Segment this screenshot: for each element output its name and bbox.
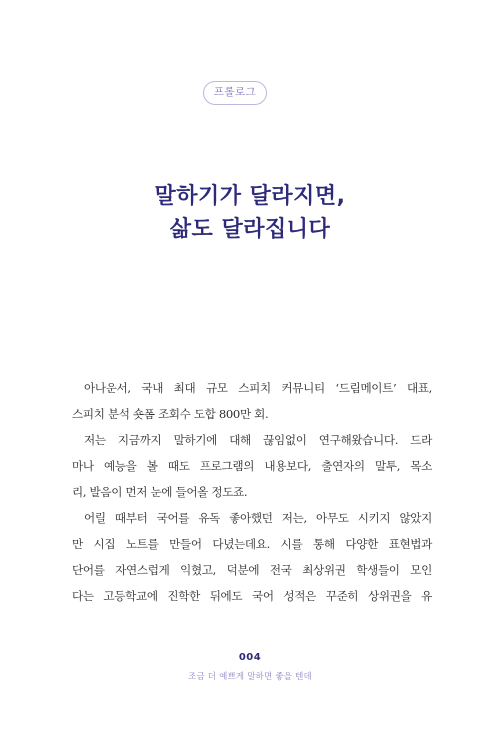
- page-number: 004: [238, 652, 262, 663]
- running-footer: 조금 더 예쁘게 말하면 좋을 텐데: [188, 672, 312, 682]
- body-line: 아나운서, 국내 최대 규모 스피치 커뮤니티 ‘드림메이트’ 대표,: [84, 381, 432, 395]
- body-line: 만 시집 노트를 만들어 다녔는데요. 시를 통해 다양한 표현법과: [72, 537, 432, 551]
- body-line: 저는 지금까지 말하기에 대해 끊임없이 연구해왔습니다. 드라: [84, 433, 432, 447]
- body-line: 리, 발음이 먼저 눈에 들어올 정도죠.: [72, 485, 248, 499]
- body-line: 다는 고등학교에 진학한 뒤에도 국어 성적은 꾸준히 상위권을 유: [72, 589, 432, 603]
- chapter-title-line-2: 삶도 달라집니다: [169, 217, 331, 242]
- chapter-title-line-1: 말하기가 달라지면,: [154, 184, 346, 209]
- chapter-title: [0, 180, 500, 246]
- prologue-badge: 프롤로그: [203, 81, 267, 105]
- body-line: 단어를 자연스럽게 익혔고, 덕분에 전국 최상위권 학생들이 모인: [72, 563, 432, 577]
- body-line: 스피치 분석 숏폼 조회수 도합 800만 회.: [72, 407, 269, 421]
- body-text: [72, 375, 432, 609]
- body-line: 어릴 때부터 국어를 유독 좋아했던 저는, 아무도 시키지 않았지: [84, 511, 432, 525]
- body-line: 마나 예능을 볼 때도 프로그램의 내용보다, 출연자의 말투, 목소: [72, 459, 432, 473]
